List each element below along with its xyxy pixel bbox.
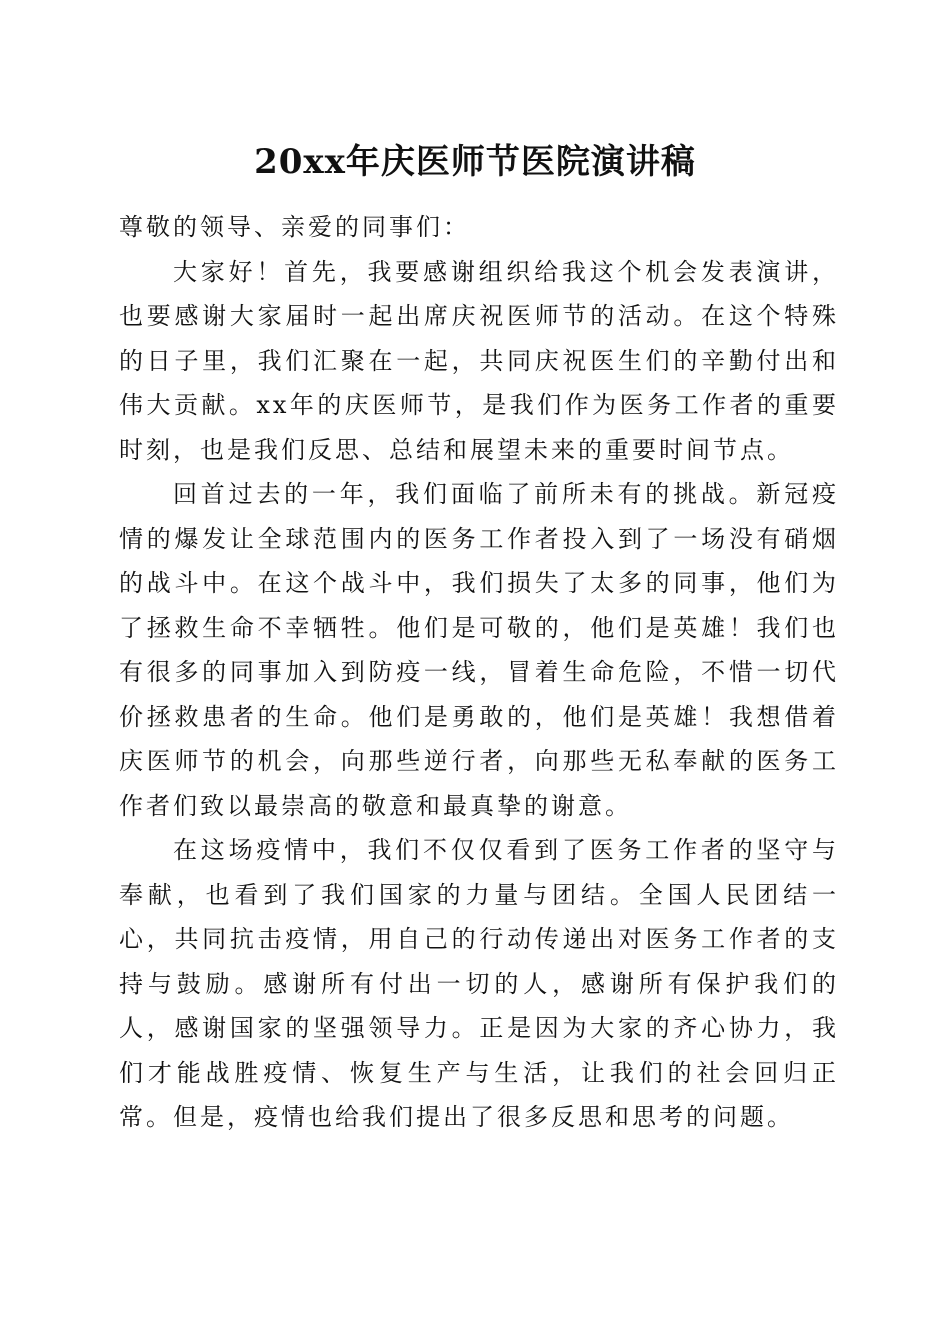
paragraph-1: 大家好！首先，我要感谢组织给我这个机会发表演讲，也要感谢大家届时一起出席庆祝医师节的活动。在这个特殊的日子里，我们汇聚在一起，共同庆祝医生们的辛勤付出和伟大贡献。xx年的庆医师节，是我们作为医务工作者的重要时刻，也是我们反思、总结和展望未来的重要时间节点。 <box>119 257 839 464</box>
document-title: 20xx年庆医师节医院演讲稿 <box>254 142 696 182</box>
paragraph-3: 在这场疫情中，我们不仅仅看到了医务工作者的坚守与奉献，也看到了我们国家的力量与团结。全国人民团结一心，共同抗击疫情，用自己的行动传递出对医务工作者的支持与鼓励。感谢所有付出一切的人，感谢所有保护我们的人，感谢国家的坚强领导力。正是因为大家的齐心协力，我们才能战胜疫情、恢复生产与生活，让我们的社会回归正常。但是，疫情也给我们提出了很多反思和思考的问题。 <box>119 836 839 1131</box>
document-body <box>119 205 839 1140</box>
salutation: 尊敬的领导、亲爱的同事们： <box>119 213 470 241</box>
paragraph-2: 回首过去的一年，我们面临了前所未有的挑战。新冠疫情的爆发让全球范围内的医务工作者投入到了一场没有硝烟的战斗中。在这个战斗中，我们损失了太多的同事，他们为了拯救生命不幸牺牲。他们是可敬的，他们是英雄！我们也有很多的同事加入到防疫一线，冒着生命危险，不惜一切代价拯救患者的生命。他们是勇敢的，他们是英雄！我想借着庆医师节的机会，向那些逆行者，向那些无私奉献的医务工作者们致以最崇高的敬意和最真挚的谢意。 <box>119 480 839 820</box>
